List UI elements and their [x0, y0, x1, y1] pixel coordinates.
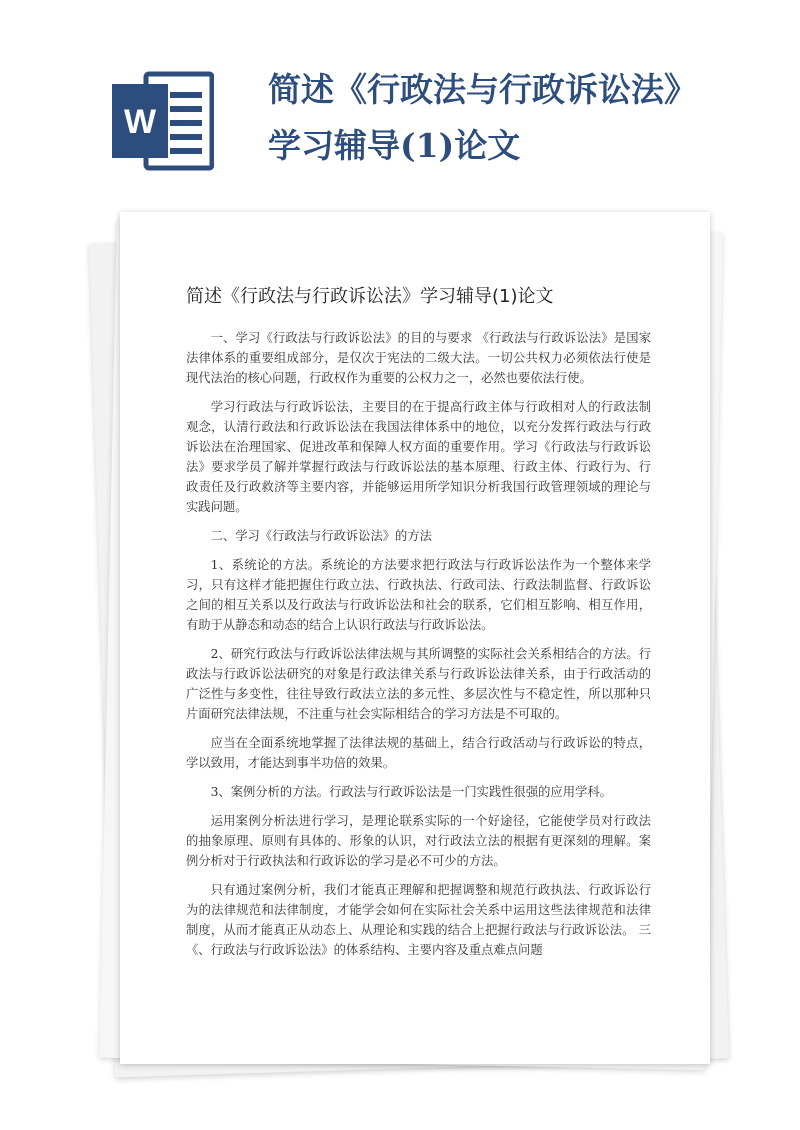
document-title: 简述《行政法与行政诉讼法》学习辅导(1)论文 [186, 286, 554, 307]
word-document-icon [112, 70, 214, 172]
paragraph-2: 学习行政法与行政诉讼法，主要目的在于提高行政主体与行政相对人的行政法制观念，认清行政法和行政诉讼法在我国法律体系中的地位，以充分发挥行政法与行政诉讼法在治理国家、促进改革和保障人权方面的重要作用。学习《行政法与行政诉讼法》要求学员了解并掌握行政法与行政诉讼法的基本原理、行政主体、行政行为、行政责任及行政救济等主要内容，并能够运用所学知识分析我国行政管理领域的理论与实践问题。 [186, 400, 651, 514]
page-title [268, 62, 697, 174]
page-title-line-1: 简述《行政法与行政诉讼法》 [268, 70, 697, 109]
paragraph-5: 2、研究行政法与行政诉讼法律法规与其所调整的实际社会关系相结合的方法。行政法与行政诉讼法研究的对象是行政法律关系与行政诉讼法律关系，由于行政活动的广泛性与多变性，往往导致行政法立法的多元性、多层次性与不稳定性，所以那种只片面研究法律法规，不注重与社会实际相结合的学习方法是不可取的。 [186, 647, 651, 721]
svg-text:W: W [123, 103, 157, 141]
paragraph-7: 3、案例分析的方法。行政法与行政诉讼法是一门实践性很强的应用学科。 [210, 785, 612, 799]
paragraph-4: 1、系统论的方法。系统论的方法要求把行政法与行政诉讼法作为一个整体来学习，只有这样才能把握住行政立法、行政执法、行政司法、行政法制监督、行政诉讼之间的相互关系以及行政法与行政诉讼法和社会的联系，它们相互影响、相互作用，有助于从静态和动态的结合上认识行政法与行政诉讼法。 [186, 558, 651, 632]
document-body [186, 328, 651, 969]
paragraph-8: 运用案例分析法进行学习，是理论联系实际的一个好途径，它能使学员对行政法的抽象原理、原则有具体的、形象的认识，对行政法立法的根据有更深刻的理解。案例分析对于行政执法和行政诉讼的学习是必不可少的方法。 [186, 814, 651, 868]
page-title-line-2: 学习辅导(1)论文 [268, 126, 521, 165]
document-page [120, 212, 710, 1064]
paragraph-6: 应当在全面系统地掌握了法律法规的基础上，结合行政活动与行政诉讼的特点，学以致用，才能达到事半功倍的效果。 [186, 736, 651, 770]
paragraph-1: 一、学习《行政法与行政诉讼法》的目的与要求 《行政法与行政诉讼法》是国家法律体系的重要组成部分，是仅次于宪法的二级大法。一切公共权力必须依法行使是现代法治的核心问题，行政权作为重要的公权力之一，必然也要依法行使。 [186, 331, 651, 385]
header [0, 0, 800, 200]
paragraph-9: 只有通过案例分析，我们才能真正理解和把握调整和规范行政执法、行政诉讼行为的法律规范和法律制度，才能学会如何在实际社会关系中运用这些法律规范和法律制度，从而才能真正从动态上、从理论和实践的结合上把握行政法与行政诉讼法。 三《、行政法与行政诉讼法》的体系结构、主要内容及重点难点问题 [186, 883, 651, 957]
paragraph-3: 二、学习《行政法与行政诉讼法》的方法 [210, 529, 432, 543]
